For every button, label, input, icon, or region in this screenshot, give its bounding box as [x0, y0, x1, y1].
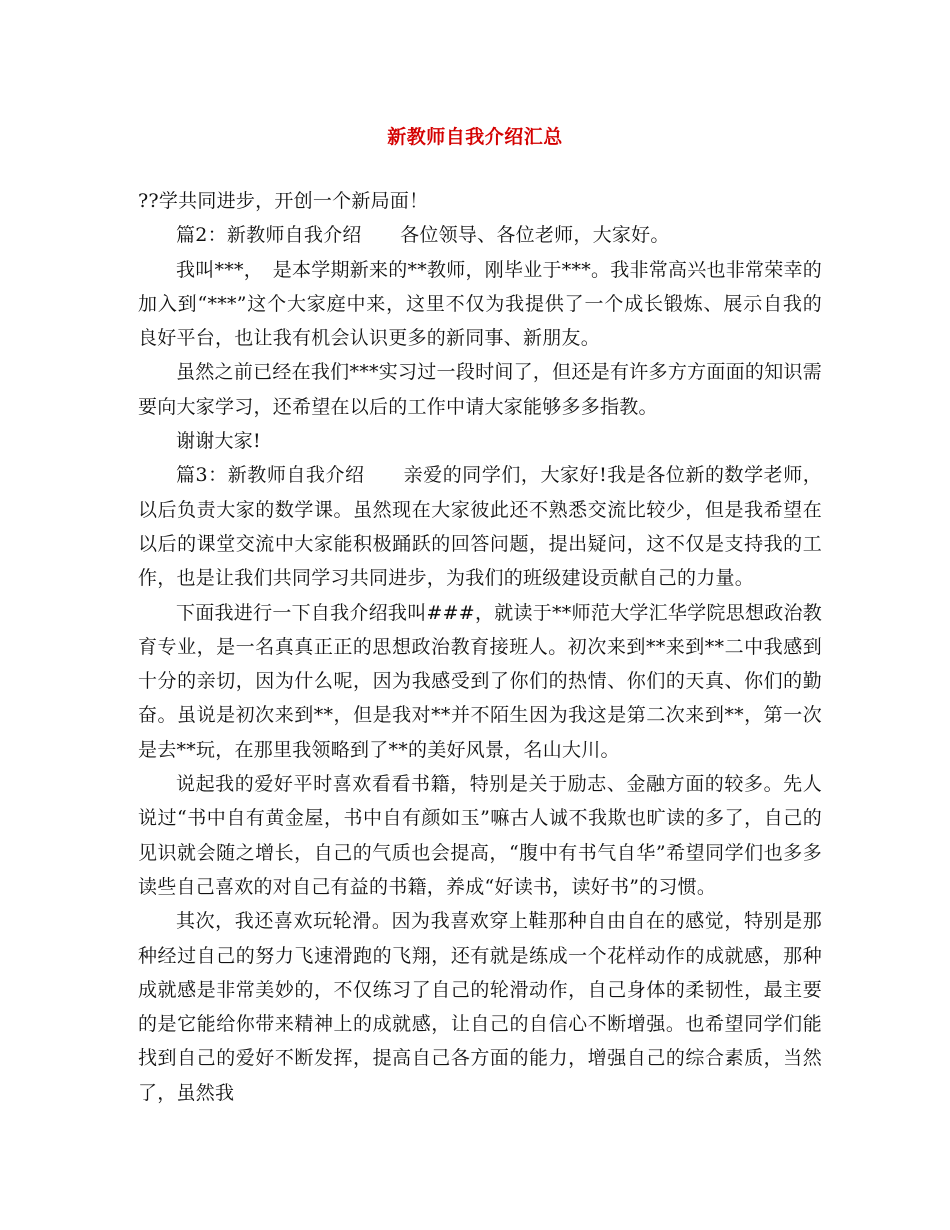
document-title: 新教师自我介绍汇总 — [387, 126, 563, 148]
paragraph-introduction: 下面我进行一下自我介绍我叫###，就读于**师范大学汇华学院思想政治教育专业，是一名真真正正的思想政治教育接班人。初次来到**来到**二中我感到十分的亲切，因为什么呢，因为我感受到了你们的热情、你们的天真、你们的勤奋。虽说是初次来到**，但是我对**并不陌生因为我这是第二次来到**，第一次是去**玩，在那里我领略到了**的美好风景，名山大川。 — [138, 601, 822, 761]
paragraph-hobby-skating: 其次，我还喜欢玩轮滑。因为我喜欢穿上鞋那种自由自在的感觉，特别是那种经过自己的努力飞速滑跑的飞翔，还有就是练成一个花样动作的成就感，那种成就感是非常美妙的，不仅练习了自己的轮滑动作，自己身体的柔韧性，最主要的是它能给你带来精神上的成就感，让自己的自信心不断增强。也希望同学们能找到自己的爱好不断发挥，提高自己各方面的能力，增强自己的综合素质，当然了，虽然我 — [138, 910, 822, 1104]
document-body — [138, 184, 822, 1110]
paragraph-section-3: 篇3：新教师自我介绍 亲爱的同学们，大家好!我是各位新的数学老师，以后负责大家的数学课。虽然现在大家彼此还不熟悉交流比较少，但是我希望在以后的课堂交流中大家能积极踊跃的回答问题，提出疑问，这不仅是支持我的工作，也是让我们共同学习共同进步，为我们的班级建设贡献自己的力量。 — [138, 464, 822, 590]
paragraph-thanks: 谢谢大家! — [176, 430, 261, 453]
paragraph-self-intro: 我叫***， 是本学期新来的**教师，刚毕业于***。我非常高兴也非常荣幸的加入到“***”这个大家庭中来，这里不仅为我提供了一个成长锻炼、展示自我的良好平台，也让我有机会认识更多的新同事、新朋友。 — [138, 258, 823, 350]
paragraph-section-2-heading: 篇2：新教师自我介绍 各位领导、各位老师，大家好。 — [176, 224, 670, 247]
paragraph-internship: 虽然之前已经在我们***实习过一段时间了，但还是有许多方方面面的知识需要向大家学习，还希望在以后的工作中请大家能够多多指教。 — [138, 361, 822, 418]
paragraph-intro-fragment: ??学共同进步，开创一个新局面！ — [138, 190, 429, 212]
paragraph-hobby-reading: 说起我的爱好平时喜欢看看书籍，特别是关于励志、金融方面的较多。先人说过“书中自有黄金屋，书中自有颜如玉”嘛古人诚不我欺也旷读的多了，自己的见识就会随之增长，自己的气质也会提高，“腹中有书气自华”希望同学们也多多读些自己喜欢的对自己有益的书籍，养成“好读书，读好书”的习惯。 — [138, 773, 822, 898]
